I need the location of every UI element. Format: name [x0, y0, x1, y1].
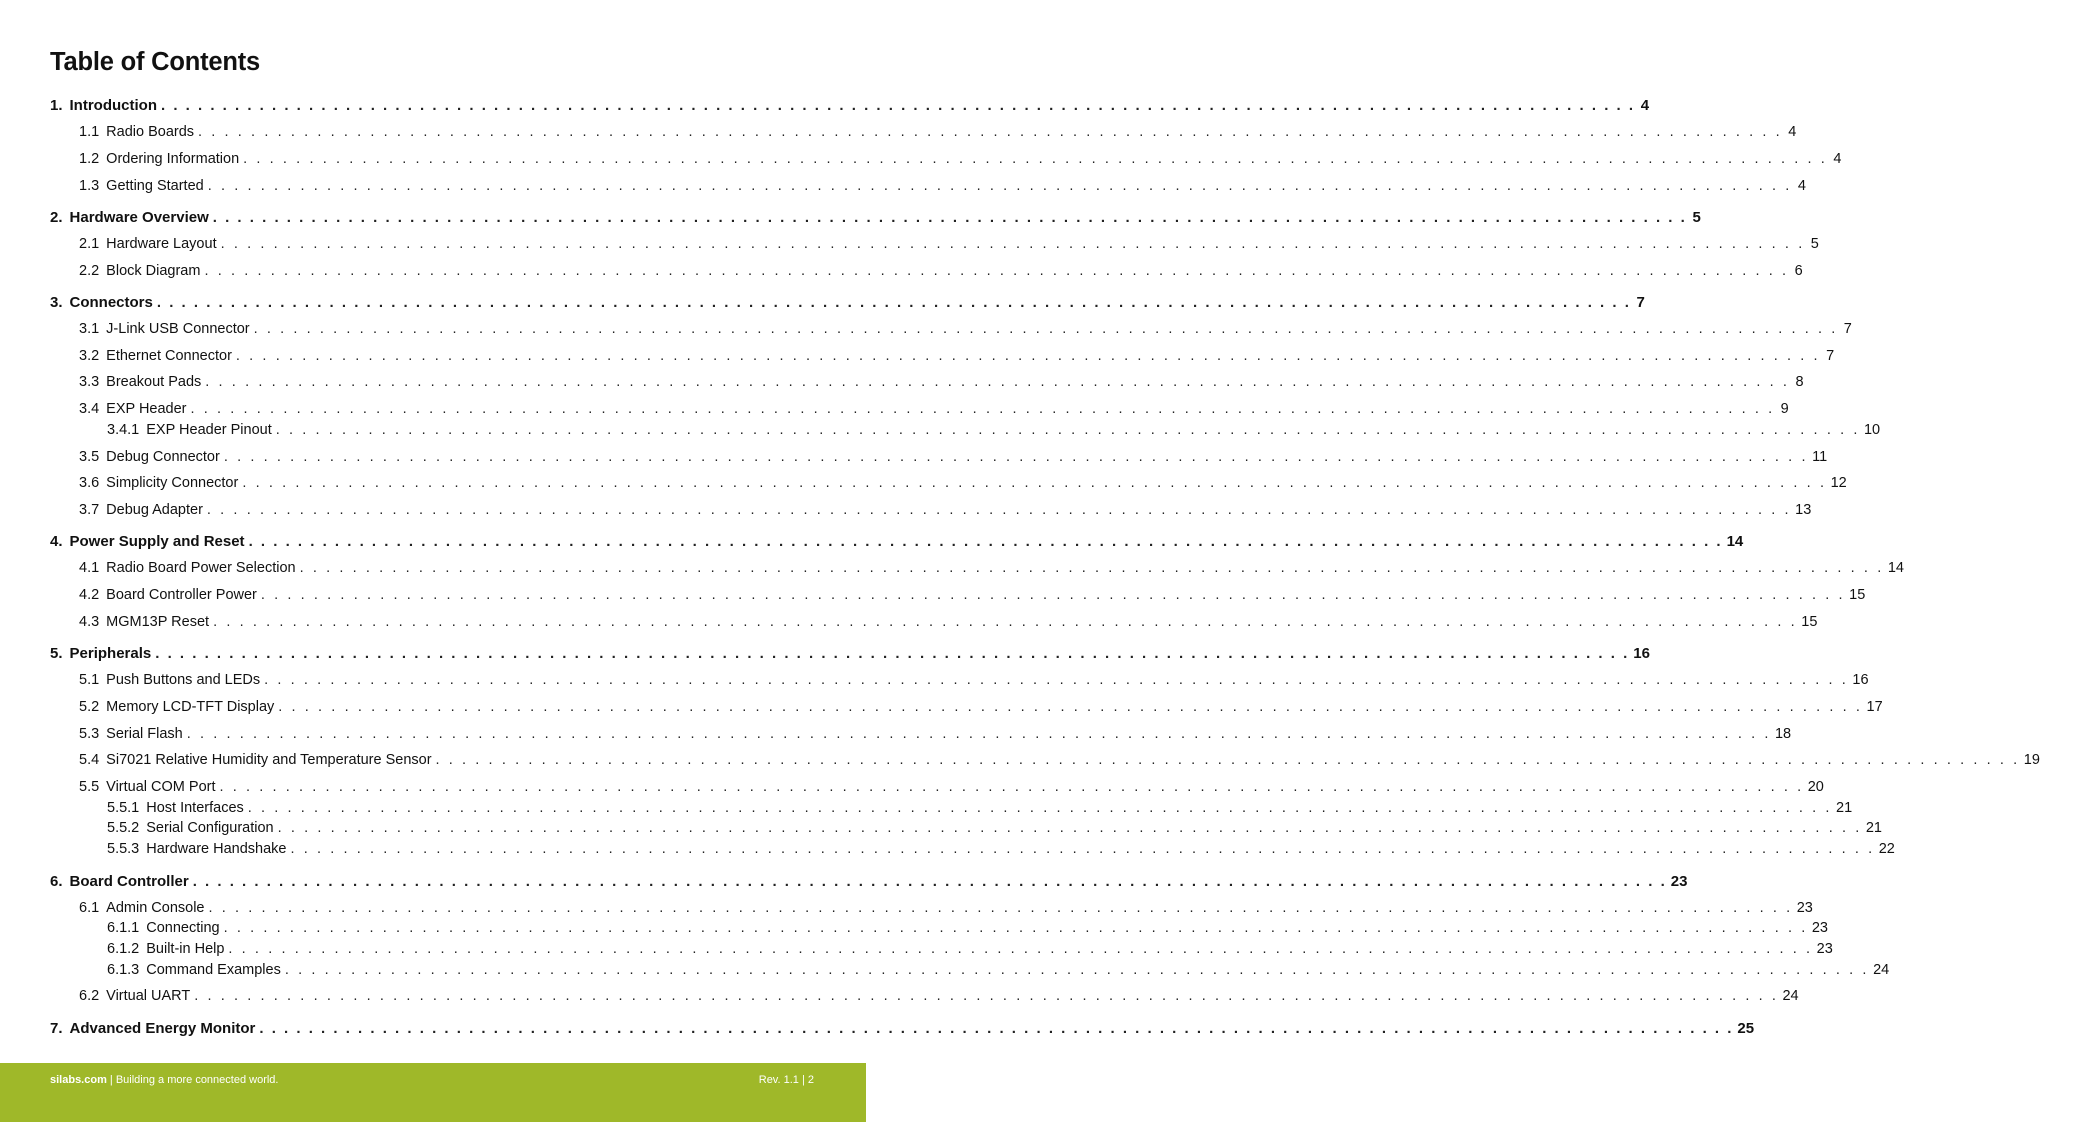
toc-entry-number: 3.2 [79, 348, 100, 364]
toc-entry-page-number: 24 [1782, 988, 1799, 1004]
toc-entry[interactable] [0, 645, 1650, 662]
toc-entry-title: Peripherals [69, 645, 152, 662]
toc-entry-number: 6.1 [79, 900, 100, 916]
toc-entry[interactable] [0, 587, 1866, 603]
toc-entry-page-number: 17 [1866, 699, 1883, 715]
toc-entry-title: Getting Started [106, 178, 204, 194]
toc-entry[interactable] [0, 873, 1688, 890]
toc-entry-number: 5.5.2 [107, 820, 140, 836]
toc-entry[interactable] [0, 422, 1881, 438]
dot-leader: . . . . . . . . . . . . . . . . . . . . . . . . . . . . . . . . . . . . . . . . . . . . . . . . . . . . . . . . . . . . . . . . . . . . . . . . . . . . . . . . . . . . . . . . . . . . . . . . . . . . . . . . . . . . . . . . . . . . . . . . [223, 920, 1808, 936]
toc-entry[interactable] [0, 178, 1806, 194]
page-footer [0, 1063, 866, 1122]
toc-entry-number: 3.1 [79, 321, 100, 337]
toc-entry-number: 4. [50, 533, 63, 550]
toc-entry-title: Virtual COM Port [106, 779, 216, 795]
toc-entry-number: 5.5.1 [107, 800, 140, 816]
toc-entry-number: 4.1 [79, 560, 100, 576]
toc-entry-page-number: 23 [1796, 900, 1813, 916]
toc-entry[interactable] [0, 401, 1789, 417]
dot-leader: . . . . . . . . . . . . . . . . . . . . . . . . . . . . . . . . . . . . . . . . . . . . . . . . . . . . . . . . . . . . . . . . . . . . . . . . . . . . . . . . . . . . . . . . . . . . . . . . . . . . . . . . . . . . . . . . . . . . . . . . [205, 374, 1790, 390]
toc-entry-title: J-Link USB Connector [106, 321, 250, 337]
dot-leader: . . . . . . . . . . . . . . . . . . . . . . . . . . . . . . . . . . . . . . . . . . . . . . . . . . . . . . . . . . . . . . . . . . . . . . . . . . . . . . . . . . . . . . . . . . . . . . . . . . . . . . . . . . . . . . . . . . . . . . . . [220, 236, 1805, 252]
toc-entry-number: 3.4 [79, 401, 100, 417]
toc-entry-number: 5.4 [79, 752, 100, 768]
toc-entry[interactable] [0, 900, 1813, 916]
toc-entry-number: 3.5 [79, 449, 100, 465]
toc-entry-number: 2.1 [79, 236, 100, 252]
toc-entry[interactable] [0, 962, 1890, 978]
toc-entry[interactable] [0, 920, 1828, 936]
toc-entry[interactable] [0, 1020, 1755, 1037]
toc-entry-number: 3.3 [79, 374, 100, 390]
toc-entry[interactable] [0, 502, 1812, 518]
toc-entry-title: Ethernet Connector [106, 348, 232, 364]
toc-entry-number: 3.6 [79, 475, 100, 491]
toc-entry-page-number: 19 [2023, 752, 2040, 768]
toc-entry-page-number: 15 [1849, 587, 1866, 603]
dot-leader: . . . . . . . . . . . . . . . . . . . . . . . . . . . . . . . . . . . . . . . . . . . . . . . . . . . . . . . . . . . . . . . . . . . . . . . . . . . . . . . . . . . . . . . . . . . . . . . . . . . . . . . . . . . . . . . . . . . . . . . . [219, 779, 1804, 795]
toc-entry[interactable] [0, 800, 1853, 816]
toc-entry[interactable] [0, 263, 1803, 279]
dot-leader: . . . . . . . . . . . . . . . . . . . . . . . . . . . . . . . . . . . . . . . . . . . . . . . . . . . . . . . . . . . . . . . . . . . . . . . . . . . . . . . . . . . . . . . . . . . . . . . . . . . . . . . . . . . . . . . . . . . . . . . . [435, 752, 2020, 768]
dot-leader: . . . . . . . . . . . . . . . . . . . . . . . . . . . . . . . . . . . . . . . . . . . . . . . . . . . . . . . . . . . . . . . . . . . . . . . . . . . . . . . . . . . . . . . . . . . . . . . . . . . . . . . . . . . . . . . . . . . . . . . . [156, 294, 1631, 311]
toc-entry[interactable] [0, 294, 1645, 311]
dot-leader: . . . . . . . . . . . . . . . . . . . . . . . . . . . . . . . . . . . . . . . . . . . . . . . . . . . . . . . . . . . . . . . . . . . . . . . . . . . . . . . . . . . . . . . . . . . . . . . . . . . . . . . . . . . . . . . . . . . . . . . . [212, 209, 1687, 226]
toc-entry[interactable] [0, 988, 1799, 1004]
toc-entry-title: Board Controller Power [106, 587, 257, 603]
dot-leader: . . . . . . . . . . . . . . . . . . . . . . . . . . . . . . . . . . . . . . . . . . . . . . . . . . . . . . . . . . . . . . . . . . . . . . . . . . . . . . . . . . . . . . . . . . . . . . . . . . . . . . . . . . . . . . . . . . . . . . . . [228, 941, 1813, 957]
footer-left [50, 1074, 278, 1086]
toc-entry-number: 6.1.1 [107, 920, 140, 936]
dot-leader: . . . . . . . . . . . . . . . . . . . . . . . . . . . . . . . . . . . . . . . . . . . . . . . . . . . . . . . . . . . . . . . . . . . . . . . . . . . . . . . . . . . . . . . . . . . . . . . . . . . . . . . . . . . . . . . . . . . . . . . . [299, 560, 1884, 576]
toc-entry[interactable] [0, 841, 1895, 857]
toc-entry-number: 1. [50, 97, 63, 114]
toc-entry-page-number: 14 [1726, 533, 1744, 550]
footer-revision: Rev. 1.1 | 2 [758, 1074, 814, 1086]
toc-entry-page-number: 10 [1863, 422, 1881, 438]
toc-entry-number: 1.2 [79, 151, 100, 167]
dot-leader: . . . . . . . . . . . . . . . . . . . . . . . . . . . . . . . . . . . . . . . . . . . . . . . . . . . . . . . . . . . . . . . . . . . . . . . . . . . . . . . . . . . . . . . . . . . . . . . . . . . . . . . . . . . . . . . . . . . . . . . . [264, 672, 1849, 688]
toc-entry[interactable] [0, 941, 1833, 957]
toc-entry-number: 5.3 [79, 726, 100, 742]
toc-entry-page-number: 20 [1807, 779, 1824, 795]
dot-leader: . . . . . . . . . . . . . . . . . . . . . . . . . . . . . . . . . . . . . . . . . . . . . . . . . . . . . . . . . . . . . . . . . . . . . . . . . . . . . . . . . . . . . . . . . . . . . . . . . . . . . . . . . . . . . . . . . . . . . . . . [243, 151, 1828, 167]
toc-entry-title: Virtual UART [106, 988, 191, 1004]
toc-entry-title: Hardware Handshake [146, 841, 287, 857]
dot-leader: . . . . . . . . . . . . . . . . . . . . . . . . . . . . . . . . . . . . . . . . . . . . . . . . . . . . . . . . . . . . . . . . . . . . . . . . . . . . . . . . . . . . . . . . . . . . . . . . . . . . . . . . . . . . . . . . . . . . . . . . [278, 699, 1863, 715]
toc-entry-number: 2. [50, 209, 63, 226]
toc-entry-number: 4.3 [79, 614, 100, 630]
toc-entry-page-number: 23 [1811, 920, 1828, 936]
toc-entry-page-number: 12 [1830, 475, 1847, 491]
toc-entry-page-number: 4 [1640, 97, 1650, 114]
toc-entry-page-number: 15 [1801, 614, 1818, 630]
dot-leader: . . . . . . . . . . . . . . . . . . . . . . . . . . . . . . . . . . . . . . . . . . . . . . . . . . . . . . . . . . . . . . . . . . . . . . . . . . . . . . . . . . . . . . . . . . . . . . . . . . . . . . . . . . . . . . . . . . . . . . . . [155, 645, 1630, 662]
toc-entry-page-number: 5 [1692, 209, 1701, 226]
toc-entry-number: 1.3 [79, 178, 100, 194]
toc-entry-number: 4.2 [79, 587, 100, 603]
toc-entry-number: 5.5.3 [107, 841, 140, 857]
toc-entry-title: Introduction [69, 97, 157, 114]
toc-entry-page-number: 16 [1852, 672, 1869, 688]
toc-entry-number: 6.2 [79, 988, 100, 1004]
toc-entry-number: 6.1.2 [107, 941, 140, 957]
dot-leader: . . . . . . . . . . . . . . . . . . . . . . . . . . . . . . . . . . . . . . . . . . . . . . . . . . . . . . . . . . . . . . . . . . . . . . . . . . . . . . . . . . . . . . . . . . . . . . . . . . . . . . . . . . . . . . . . . . . . . . . . [242, 475, 1827, 491]
toc-entry-title: Command Examples [146, 962, 281, 978]
toc-entry[interactable] [0, 752, 2040, 768]
toc-entry-title: Ordering Information [106, 151, 240, 167]
toc-entry[interactable] [0, 672, 1869, 688]
toc-entry-page-number: 21 [1836, 800, 1853, 816]
toc-entry-page-number: 23 [1816, 941, 1833, 957]
toc-entry-title: Hardware Overview [69, 209, 209, 226]
page-title: Table of Contents [50, 48, 261, 76]
toc-entry-title: Push Buttons and LEDs [106, 672, 261, 688]
toc-entry-page-number: 22 [1878, 841, 1895, 857]
toc-entry[interactable] [0, 533, 1744, 550]
toc-entry[interactable] [0, 374, 1804, 390]
dot-leader: . . . . . . . . . . . . . . . . . . . . . . . . . . . . . . . . . . . . . . . . . . . . . . . . . . . . . . . . . . . . . . . . . . . . . . . . . . . . . . . . . . . . . . . . . . . . . . . . . . . . . . . . . . . . . . . . . . . . . . . . [259, 1020, 1734, 1037]
toc-entry-title: Admin Console [106, 900, 205, 916]
toc-entry-page-number: 7 [1636, 294, 1645, 311]
toc-entry-page-number: 4 [1797, 178, 1806, 194]
toc-entry-number: 6.1.3 [107, 962, 140, 978]
toc-entry-title: EXP Header Pinout [146, 422, 272, 438]
toc-entry-title: EXP Header [106, 401, 187, 417]
toc-entry-title: MGM13P Reset [106, 614, 210, 630]
toc-entry-number: 3.7 [79, 502, 100, 518]
toc-entry-title: Connecting [146, 920, 220, 936]
dot-leader: . . . . . . . . . . . . . . . . . . . . . . . . . . . . . . . . . . . . . . . . . . . . . . . . . . . . . . . . . . . . . . . . . . . . . . . . . . . . . . . . . . . . . . . . . . . . . . . . . . . . . . . . . . . . . . . . . . . . . . . . [260, 587, 1846, 603]
dot-leader: . . . . . . . . . . . . . . . . . . . . . . . . . . . . . . . . . . . . . . . . . . . . . . . . . . . . . . . . . . . . . . . . . . . . . . . . . . . . . . . . . . . . . . . . . . . . . . . . . . . . . . . . . . . . . . . . . . . . . . . . [213, 614, 1798, 630]
toc-entry[interactable] [0, 348, 1835, 364]
toc-entry-title: Advanced Energy Monitor [69, 1020, 256, 1037]
toc-entry-title: Serial Flash [106, 726, 183, 742]
dot-leader: . . . . . . . . . . . . . . . . . . . . . . . . . . . . . . . . . . . . . . . . . . . . . . . . . . . . . . . . . . . . . . . . . . . . . . . . . . . . . . . . . . . . . . . . . . . . . . . . . . . . . . . . . . . . . . . . . . . . . . . . [198, 124, 1783, 140]
toc-entry-title: Debug Adapter [106, 502, 203, 518]
dot-leader: . . . . . . . . . . . . . . . . . . . . . . . . . . . . . . . . . . . . . . . . . . . . . . . . . . . . . . . . . . . . . . . . . . . . . . . . . . . . . . . . . . . . . . . . . . . . . . . . . . . . . . . . . . . . . . . . . . . . . . . . [290, 841, 1875, 857]
toc-entry-title: Connectors [69, 294, 153, 311]
toc-entry-title: Debug Connector [106, 449, 220, 465]
toc-entry-page-number: 7 [1826, 348, 1835, 364]
toc-entry-page-number: 18 [1774, 726, 1792, 742]
toc-entry[interactable] [0, 151, 1842, 167]
dot-leader: . . . . . . . . . . . . . . . . . . . . . . . . . . . . . . . . . . . . . . . . . . . . . . . . . . . . . . . . . . . . . . . . . . . . . . . . . . . . . . . . . . . . . . . . . . . . . . . . . . . . . . . . . . . . . . . . . . . . . . . . [208, 900, 1793, 916]
toc-entry-title: Board Controller [69, 873, 189, 890]
toc-entry[interactable] [0, 614, 1818, 630]
toc-entry-page-number: 16 [1633, 645, 1650, 662]
toc-entry[interactable] [0, 97, 1650, 114]
toc-entry-number: 3.4.1 [107, 422, 140, 438]
toc-entry-page-number: 13 [1795, 502, 1812, 518]
toc-entry-number: 5.2 [79, 699, 100, 715]
toc-entry-page-number: 14 [1887, 560, 1904, 576]
toc-entry-number: 5.5 [79, 779, 100, 795]
toc-entry-page-number: 24 [1873, 962, 1890, 978]
dot-leader: . . . . . . . . . . . . . . . . . . . . . . . . . . . . . . . . . . . . . . . . . . . . . . . . . . . . . . . . . . . . . . . . . . . . . . . . . . . . . . . . . . . . . . . . . . . . . . . . . . . . . . . . . . . . . . . . . . . . . . . . [206, 502, 1792, 518]
toc-entry-number: 1.1 [79, 124, 100, 140]
toc-entry[interactable] [0, 560, 1904, 576]
toc-entry[interactable] [0, 321, 1852, 337]
dot-leader: . . . . . . . . . . . . . . . . . . . . . . . . . . . . . . . . . . . . . . . . . . . . . . . . . . . . . . . . . . . . . . . . . . . . . . . . . . . . . . . . . . . . . . . . . . . . . . . . . . . . . . . . . . . . . . . . . . . . . . . . [186, 726, 1771, 742]
toc-entry-page-number: 21 [1865, 820, 1882, 836]
dot-leader: . . . . . . . . . . . . . . . . . . . . . . . . . . . . . . . . . . . . . . . . . . . . . . . . . . . . . . . . . . . . . . . . . . . . . . . . . . . . . . . . . . . . . . . . . . . . . . . . . . . . . . . . . . . . . . . . . . . . . . . . [223, 449, 1809, 465]
dot-leader: . . . . . . . . . . . . . . . . . . . . . . . . . . . . . . . . . . . . . . . . . . . . . . . . . . . . . . . . . . . . . . . . . . . . . . . . . . . . . . . . . . . . . . . . . . . . . . . . . . . . . . . . . . . . . . . . . . . . . . . . [253, 321, 1838, 337]
toc-entry-number: 5.1 [79, 672, 100, 688]
toc-entry-page-number: 6 [1794, 263, 1803, 279]
toc-entry[interactable] [0, 209, 1701, 226]
toc-entry[interactable] [0, 475, 1847, 491]
toc-entry-page-number: 23 [1670, 873, 1688, 890]
dot-leader: . . . . . . . . . . . . . . . . . . . . . . . . . . . . . . . . . . . . . . . . . . . . . . . . . . . . . . . . . . . . . . . . . . . . . . . . . . . . . . . . . . . . . . . . . . . . . . . . . . . . . . . . . . . . . . . . . . . . . . . . [207, 178, 1792, 194]
toc-entry-page-number: 11 [1812, 449, 1828, 465]
toc-entry[interactable] [0, 124, 1797, 140]
toc-entry-page-number: 8 [1795, 374, 1804, 390]
toc-entry-title: Radio Board Power Selection [106, 560, 296, 576]
dot-leader: . . . . . . . . . . . . . . . . . . . . . . . . . . . . . . . . . . . . . . . . . . . . . . . . . . . . . . . . . . . . . . . . . . . . . . . . . . . . . . . . . . . . . . . . . . . . . . . . . . . . . . . . . . . . . . . . . . . . . . . . [190, 401, 1775, 417]
dot-leader: . . . . . . . . . . . . . . . . . . . . . . . . . . . . . . . . . . . . . . . . . . . . . . . . . . . . . . . . . . . . . . . . . . . . . . . . . . . . . . . . . . . . . . . . . . . . . . . . . . . . . . . . . . . . . . . . . . . . . . . . [192, 873, 1667, 890]
dot-leader: . . . . . . . . . . . . . . . . . . . . . . . . . . . . . . . . . . . . . . . . . . . . . . . . . . . . . . . . . . . . . . . . . . . . . . . . . . . . . . . . . . . . . . . . . . . . . . . . . . . . . . . . . . . . . . . . . . . . . . . . [194, 988, 1779, 1004]
dot-leader: . . . . . . . . . . . . . . . . . . . . . . . . . . . . . . . . . . . . . . . . . . . . . . . . . . . . . . . . . . . . . . . . . . . . . . . . . . . . . . . . . . . . . . . . . . . . . . . . . . . . . . . . . . . . . . . . . . . . . . . . [275, 422, 1860, 438]
toc-entry-number: 7. [50, 1020, 63, 1037]
toc-entry[interactable] [0, 699, 1883, 715]
toc-entry-number: 6. [50, 873, 63, 890]
toc-entry-page-number: 4 [1833, 151, 1842, 167]
toc-entry-title: Block Diagram [106, 263, 201, 279]
toc-entry-title: Hardware Layout [106, 236, 217, 252]
dot-leader: . . . . . . . . . . . . . . . . . . . . . . . . . . . . . . . . . . . . . . . . . . . . . . . . . . . . . . . . . . . . . . . . . . . . . . . . . . . . . . . . . . . . . . . . . . . . . . . . . . . . . . . . . . . . . . . . . . . . . . . . [284, 962, 1870, 978]
toc-entry-title: Power Supply and Reset [69, 533, 245, 550]
toc-entry-title: Radio Boards [106, 124, 195, 140]
toc-entry[interactable] [0, 449, 1828, 465]
dot-leader: . . . . . . . . . . . . . . . . . . . . . . . . . . . . . . . . . . . . . . . . . . . . . . . . . . . . . . . . . . . . . . . . . . . . . . . . . . . . . . . . . . . . . . . . . . . . . . . . . . . . . . . . . . . . . . . . . . . . . . . . [204, 263, 1789, 279]
toc-entry-page-number: 25 [1737, 1020, 1755, 1037]
footer-tagline: | Building a more connected world. [106, 1074, 279, 1086]
toc-entry-number: 5. [50, 645, 63, 662]
dot-leader: . . . . . . . . . . . . . . . . . . . . . . . . . . . . . . . . . . . . . . . . . . . . . . . . . . . . . . . . . . . . . . . . . . . . . . . . . . . . . . . . . . . . . . . . . . . . . . . . . . . . . . . . . . . . . . . . . . . . . . . . [235, 348, 1821, 364]
dot-leader: . . . . . . . . . . . . . . . . . . . . . . . . . . . . . . . . . . . . . . . . . . . . . . . . . . . . . . . . . . . . . . . . . . . . . . . . . . . . . . . . . . . . . . . . . . . . . . . . . . . . . . . . . . . . . . . . . . . . . . . . [248, 533, 1723, 550]
dot-leader: . . . . . . . . . . . . . . . . . . . . . . . . . . . . . . . . . . . . . . . . . . . . . . . . . . . . . . . . . . . . . . . . . . . . . . . . . . . . . . . . . . . . . . . . . . . . . . . . . . . . . . . . . . . . . . . . . . . . . . . . [247, 800, 1832, 816]
toc-entry-page-number: 5 [1810, 236, 1819, 252]
toc-entry-page-number: 4 [1788, 124, 1797, 140]
toc-entry-title: Host Interfaces [146, 800, 244, 816]
dot-leader: . . . . . . . . . . . . . . . . . . . . . . . . . . . . . . . . . . . . . . . . . . . . . . . . . . . . . . . . . . . . . . . . . . . . . . . . . . . . . . . . . . . . . . . . . . . . . . . . . . . . . . . . . . . . . . . . . . . . . . . . [161, 97, 1636, 114]
footer-site-link[interactable]: silabs.com [50, 1074, 107, 1086]
toc-entry[interactable] [0, 236, 1819, 252]
toc-entry-title: Breakout Pads [106, 374, 202, 390]
toc-entry[interactable] [0, 779, 1824, 795]
toc-entry-page-number: 7 [1843, 321, 1852, 337]
dot-leader: . . . . . . . . . . . . . . . . . . . . . . . . . . . . . . . . . . . . . . . . . . . . . . . . . . . . . . . . . . . . . . . . . . . . . . . . . . . . . . . . . . . . . . . . . . . . . . . . . . . . . . . . . . . . . . . . . . . . . . . . [277, 820, 1862, 836]
toc-entry-title: Simplicity Connector [106, 475, 239, 491]
toc-entry-title: Built-in Help [146, 941, 225, 957]
toc-entry-number: 3. [50, 294, 63, 311]
toc-entry-page-number: 9 [1780, 401, 1789, 417]
toc-entry-number: 2.2 [79, 263, 100, 279]
toc-entry[interactable] [0, 820, 1882, 836]
toc-entry-title: Si7021 Relative Humidity and Temperature Sensor [106, 752, 432, 768]
toc-entry[interactable] [0, 726, 1792, 742]
toc-entry-title: Serial Configuration [146, 820, 274, 836]
toc-entry-title: Memory LCD-TFT Display [106, 699, 275, 715]
